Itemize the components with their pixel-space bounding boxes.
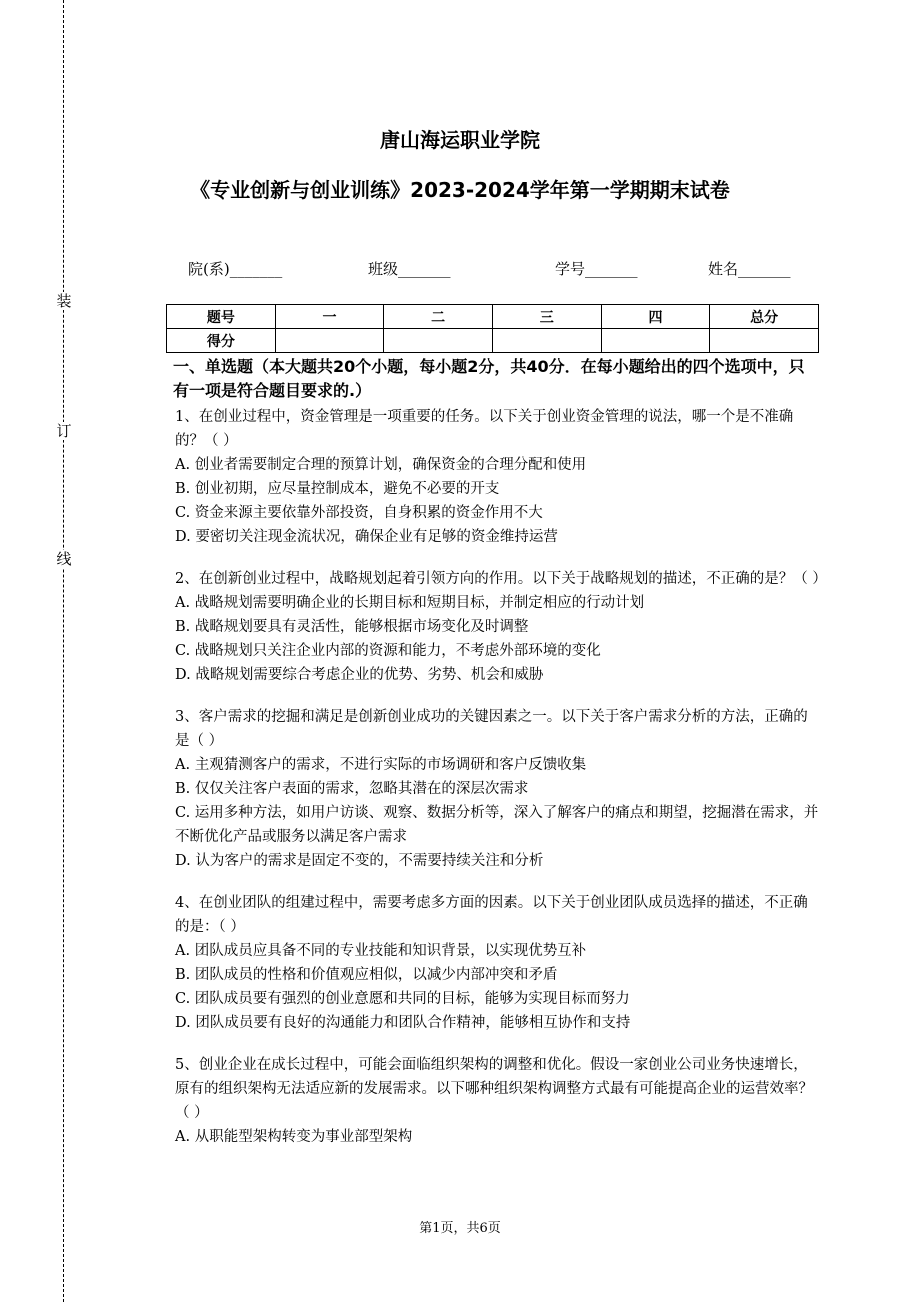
question-content (173, 355, 827, 1149)
section-title: 一、单选题（本大题共20个小题，每小题2分，共40分．在每小题给出的四个选项中，只有一项是符合题目要求的.） (173, 357, 805, 400)
score-input-cell[interactable] (384, 329, 493, 353)
question-option: B. 创业初期，应尽量控制成本，避免不必要的开支 (175, 481, 500, 497)
question-stem: 2、在创新创业过程中，战略规划起着引领方向的作用。以下关于战略规划的描述，不正确的是？（ ） (175, 571, 827, 587)
score-table-header-row (167, 305, 819, 329)
score-table (166, 304, 819, 353)
student-id-field[interactable]: 学号_______ (555, 260, 638, 278)
question-option: B. 团队成员的性格和价值观应相似，以减少内部冲突和矛盾 (175, 967, 558, 983)
question-option: A. 从职能型架构转变为事业部型架构 (175, 1129, 413, 1145)
score-table-score-row (167, 329, 819, 353)
question-option: A. 团队成员应具备不同的专业技能和知识背景，以实现优势互补 (175, 943, 587, 959)
score-table-cell: 三 (492, 305, 601, 329)
question-stem: 5、创业企业在成长过程中，可能会面临组织架构的调整和优化。假设一家创业公司业务快速增长，原有的组织架构无法适应新的发展需求。以下哪种组织架构调整方式最有可能提高企业的运营效率？（ ） (175, 1057, 813, 1121)
question-stem: 1、在创业过程中，资金管理是一项重要的任务。以下关于创业资金管理的说法，哪一个是不准确的？（ ） (175, 409, 794, 449)
question-option: B. 战略规划要具有灵活性，能够根据市场变化及时调整 (175, 619, 529, 635)
question-option: D. 团队成员要有良好的沟通能力和团队合作精神，能够相互协作和支持 (175, 1015, 631, 1031)
question-option: D. 战略规划需要综合考虑企业的优势、劣势、机会和威胁 (175, 667, 544, 683)
score-table-cell: 二 (384, 305, 493, 329)
question-option: A. 战略规划需要明确企业的长期目标和短期目标，并制定相应的行动计划 (175, 595, 645, 611)
exam-title: 《专业创新与创业训练》2023-2024学年第一学期期末试卷 (190, 178, 730, 202)
score-table-cell: 总分 (710, 305, 819, 329)
name-field[interactable]: 姓名_______ (708, 260, 791, 278)
question-option: C. 团队成员要有强烈的创业意愿和共同的目标，能够为实现目标而努力 (175, 991, 630, 1007)
question-option: D. 认为客户的需求是固定不变的，不需要持续关注和分析 (175, 853, 544, 869)
binding-char-zhuang: 装 (56, 292, 72, 310)
page-footer: 第1页，共6页 (419, 1221, 501, 1236)
question-block (175, 1053, 820, 1149)
score-table-cell: 得分 (167, 329, 276, 353)
score-input-cell[interactable] (710, 329, 819, 353)
question-stem: 3、客户需求的挖掘和满足是创新创业成功的关键因素之一。以下关于客户需求分析的方法，正确的是（ ） (175, 709, 808, 749)
question-block (175, 705, 820, 873)
question-block (175, 891, 820, 1035)
score-table-cell: 一 (275, 305, 384, 329)
class-field[interactable]: 班级_______ (368, 260, 451, 278)
score-table-cell: 四 (601, 305, 710, 329)
score-table-cell: 题号 (167, 305, 276, 329)
binding-char-xian: 线 (56, 550, 72, 568)
department-field[interactable]: 院(系)_______ (188, 260, 283, 278)
score-input-cell[interactable] (601, 329, 710, 353)
question-option: C. 资金来源主要依靠外部投资，自身积累的资金作用不大 (175, 505, 543, 521)
score-input-cell[interactable] (492, 329, 601, 353)
question-option: A. 创业者需要制定合理的预算计划，确保资金的合理分配和使用 (175, 457, 587, 473)
question-option: B. 仅仅关注客户表面的需求，忽略其潜在的深层次需求 (175, 781, 529, 797)
student-info-row (0, 258, 920, 280)
question-block (175, 405, 820, 549)
question-option: C. 运用多种方法，如用户访谈、观察、数据分析等，深入了解客户的痛点和期望，挖掘潜在需求，并不断优化产品或服务以满足客户需求 (175, 805, 819, 845)
question-block (175, 567, 827, 687)
question-option: D. 要密切关注现金流状况，确保企业有足够的资金维持运营 (175, 529, 558, 545)
school-name: 唐山海运职业学院 (380, 128, 540, 152)
question-option: C. 战略规划只关注企业内部的资源和能力，不考虑外部环境的变化 (175, 643, 601, 659)
score-input-cell[interactable] (275, 329, 384, 353)
question-stem: 4、在创业团队的组建过程中，需要考虑多方面的因素。以下关于创业团队成员选择的描述，不正确的是：（ ） (175, 895, 808, 935)
question-option: A. 主观猜测客户的需求，不进行实际的市场调研和客户反馈收集 (175, 757, 587, 773)
binding-char-ding: 订 (56, 422, 72, 440)
